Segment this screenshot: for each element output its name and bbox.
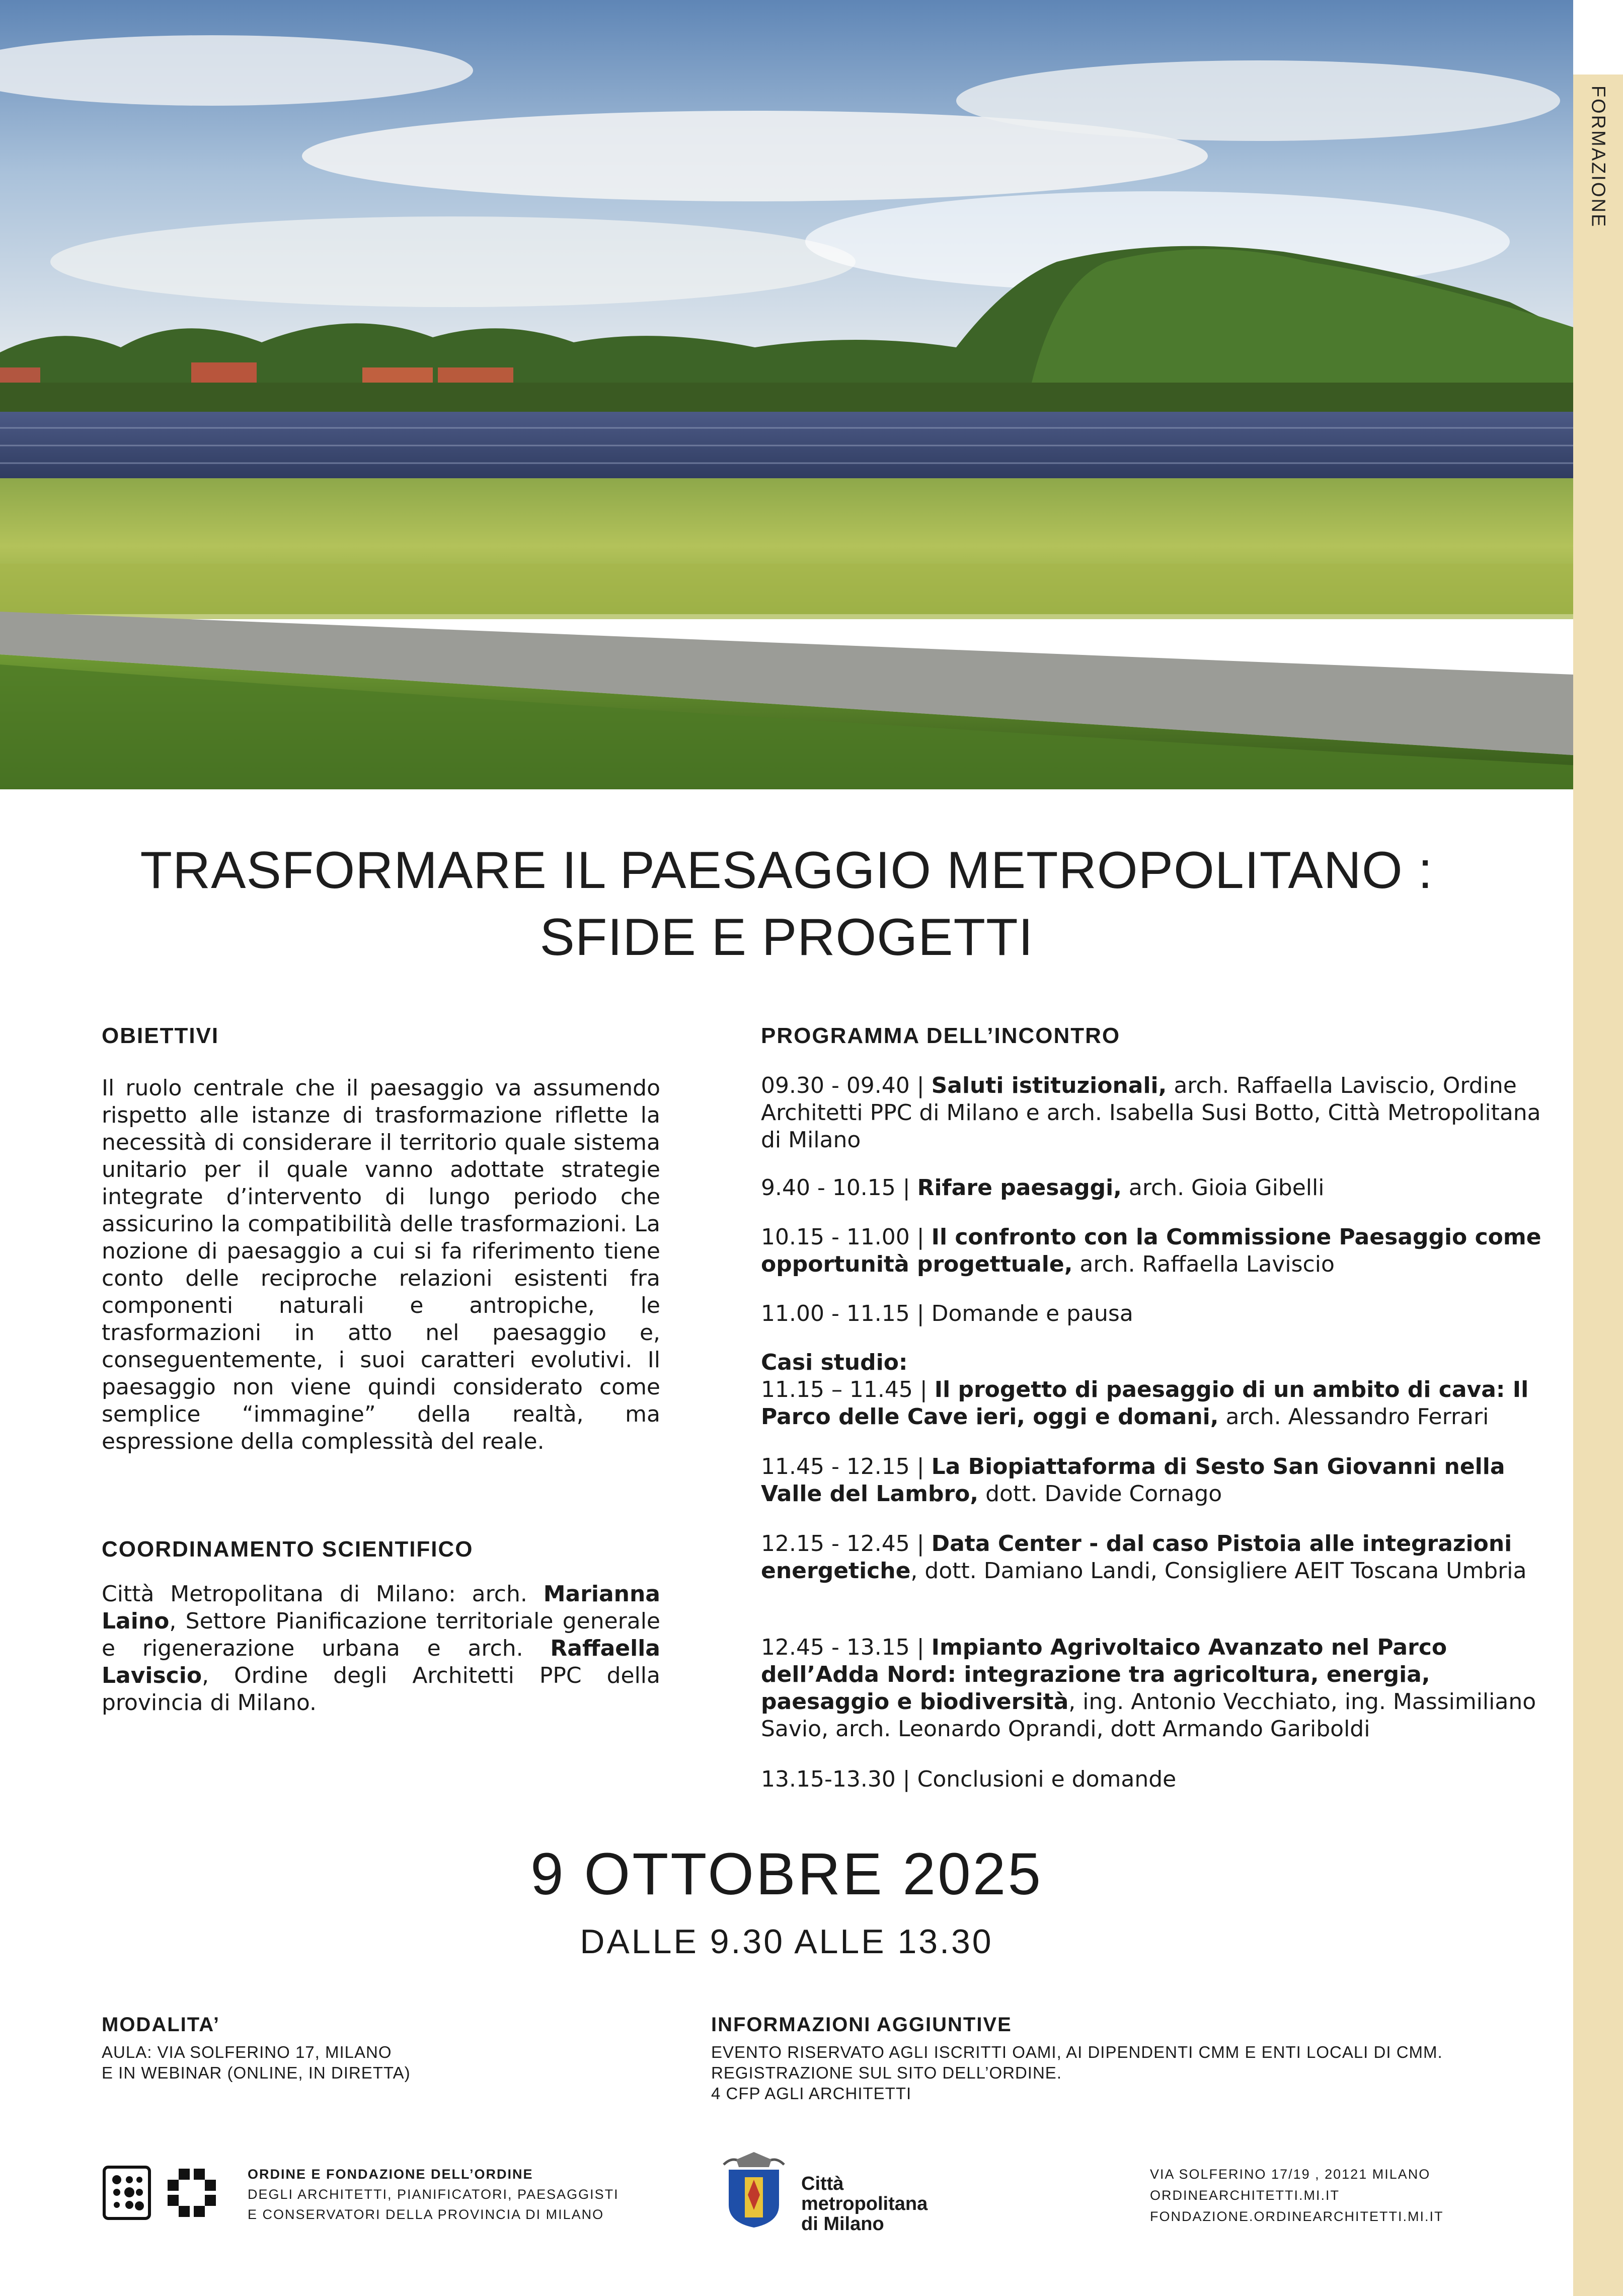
program-time: 10.15 - 11.00 | bbox=[761, 1224, 932, 1250]
program-speakers: , dott. Damiano Landi, Consigliere AEIT Toscana Umbria bbox=[910, 1558, 1527, 1584]
program-item bbox=[761, 1766, 1546, 1793]
page-title-line2: SFIDE E PROGETTI bbox=[539, 908, 1034, 967]
cmm-line2: metropolitana bbox=[801, 2193, 928, 2214]
event-time: DALLE 9.30 ALLE 13.30 bbox=[580, 1922, 993, 1961]
modalita-line1: AULA: VIA SOLFERINO 17, MILANO bbox=[102, 2043, 392, 2061]
sidebar-band bbox=[1573, 75, 1623, 2296]
ordine-title: ORDINE E FONDAZIONE DELL’ORDINE bbox=[248, 2167, 533, 2182]
program-item bbox=[761, 1530, 1546, 1585]
fondazione-website-link[interactable]: FONDAZIONE.ORDINEARCHITETTI.MI.IT bbox=[1150, 2209, 1444, 2224]
program-speakers: Conclusioni e domande bbox=[917, 1766, 1177, 1792]
address-line: VIA SOLFERINO 17/19 , 20121 MILANO bbox=[1150, 2167, 1431, 2182]
program-time: 11.45 - 12.15 | bbox=[761, 1454, 932, 1479]
coordinamento-text-part: Città Metropolitana di Milano: arch. bbox=[102, 1581, 544, 1607]
program-speakers: arch. Alessandro Ferrari bbox=[1218, 1404, 1489, 1430]
program-time: 09.30 - 09.40 | bbox=[761, 1073, 932, 1098]
program-item bbox=[761, 1224, 1546, 1278]
fondazione-logo-icon bbox=[164, 2165, 220, 2221]
landscape-photo bbox=[0, 0, 1573, 789]
program-speakers: arch. Raffaella Laviscio, Ordine Architetti PPC di Milano e arch. Isabella Susi Botto, Città Metropolitana di Milano bbox=[761, 1073, 1541, 1153]
program-item bbox=[761, 1072, 1546, 1154]
info-line2: REGISTRAZIONE SUL SITO DELL’ORDINE. bbox=[711, 2063, 1062, 2082]
ordine-logo-icon bbox=[102, 2165, 152, 2221]
coordinamento-text-part: , Settore Pianificazione territoriale generale e rigenerazione urbana e arch. bbox=[102, 1608, 660, 1661]
modalita-heading: MODALITA’ bbox=[102, 2014, 220, 2036]
modalita-line2: E IN WEBINAR (ONLINE, IN DIRETTA) bbox=[102, 2063, 411, 2082]
program-speakers: Domande e pausa bbox=[931, 1301, 1133, 1326]
program-time: 13.15-13.30 | bbox=[761, 1766, 917, 1792]
program-title: Impianto Agrivoltaico Avanzato nel Parco dell’Adda Nord: integrazione tra agricoltura, energia, paesaggio e biodiversità bbox=[761, 1635, 1447, 1715]
citta-metropolitana-name bbox=[801, 2174, 928, 2234]
program-time: 12.15 - 12.45 | bbox=[761, 1531, 932, 1557]
program-title: La Biopiattaforma di Sesto San Giovanni nella Valle del Lambro, bbox=[761, 1454, 1505, 1507]
coordinamento-text-part: , Ordine degli Architetti PPC della provincia di Milano. bbox=[102, 1663, 660, 1716]
obiettivi-heading: OBIETTIVI bbox=[102, 1023, 219, 1048]
program-speakers: arch. Raffaella Laviscio bbox=[1072, 1251, 1335, 1277]
page-title-line1: TRASFORMARE IL PAESAGGIO METROPOLITANO : bbox=[140, 841, 1433, 900]
program-section-label: Casi studio: bbox=[761, 1350, 908, 1375]
program-time: 11.15 – 11.45 | bbox=[761, 1377, 935, 1402]
cmm-line3: di Milano bbox=[801, 2213, 884, 2235]
coordinamento-heading: COORDINAMENTO SCIENTIFICO bbox=[102, 1537, 474, 1562]
coordinamento-name: Raffaella Laviscio bbox=[102, 1636, 660, 1688]
program-item bbox=[761, 1634, 1546, 1743]
cmm-line1: Città bbox=[801, 2173, 844, 2194]
sidebar-label: FORMAZIONE bbox=[1587, 85, 1609, 229]
program-time: 9.40 - 10.15 | bbox=[761, 1175, 917, 1201]
hero-image bbox=[0, 0, 1573, 789]
program-item bbox=[761, 1349, 1546, 1431]
website-link[interactable]: ORDINEARCHITETTI.MI.IT bbox=[1150, 2188, 1340, 2203]
ordine-line2: E CONSERVATORI DELLA PROVINCIA DI MILANO bbox=[248, 2207, 604, 2222]
citta-metropolitana-crest-icon bbox=[714, 2150, 794, 2230]
program-title: Saluti istituzionali, bbox=[931, 1073, 1167, 1098]
program-title: Data Center - dal caso Pistoia alle integrazioni energetiche bbox=[761, 1531, 1512, 1584]
program-item bbox=[761, 1174, 1546, 1202]
ordine-line1: DEGLI ARCHITETTI, PIANIFICATORI, PAESAGGISTI bbox=[248, 2187, 619, 2202]
program-item bbox=[761, 1453, 1546, 1508]
info-line1: EVENTO RISERVATO AGLI ISCRITTI OAMI, AI DIPENDENTI CMM E ENTI LOCALI DI CMM. bbox=[711, 2043, 1443, 2061]
info-heading: INFORMAZIONI AGGIUNTIVE bbox=[711, 2014, 1012, 2036]
programma-heading: PROGRAMMA DELL’INCONTRO bbox=[761, 1023, 1121, 1048]
coordinamento-text bbox=[102, 1581, 660, 1717]
program-title: Rifare paesaggi, bbox=[917, 1175, 1122, 1201]
coordinamento-name: Marianna Laino bbox=[102, 1581, 660, 1634]
event-date: 9 OTTOBRE 2025 bbox=[530, 1841, 1043, 1907]
info-line3: 4 CFP AGLI ARCHITETTI bbox=[711, 2084, 912, 2103]
program-time: 12.45 - 13.15 | bbox=[761, 1635, 932, 1660]
program-title: Il progetto di paesaggio di un ambito di cava: Il Parco delle Cave ieri, oggi e domani, bbox=[761, 1377, 1529, 1430]
obiettivi-text: Il ruolo centrale che il paesaggio va assumendo rispetto alle istanze di trasformazione riflette la necessità di considerare il territorio quale sistema unitario per il quale vanno adottate strategie integrate d’intervento di lungo periodo che assicurino la compatibilità delle trasformazioni. La nozione di paesaggio a cui si fa riferimento tiene conto delle reciproche relazioni esistenti fra componenti naturali e antropiche, le trasformazioni in atto nel paesaggio e, conseguentemente, i suoi caratteri evolutivi. Il paesaggio non viene quindi considerato come semplice “immagine” della realtà, ma espressione della complessità del reale. bbox=[102, 1075, 660, 1454]
program-speakers: arch. Gioia Gibelli bbox=[1121, 1175, 1325, 1201]
program-title: Il confronto con la Commissione Paesaggio come opportunità progettuale, bbox=[761, 1224, 1541, 1277]
program-time: 11.00 - 11.15 | bbox=[761, 1301, 932, 1326]
program-item bbox=[761, 1300, 1546, 1327]
program-speakers: , ing. Antonio Vecchiato, ing. Massimiliano Savio, arch. Leonardo Oprandi, dott Armando Gariboldi bbox=[761, 1689, 1536, 1742]
program-speakers: dott. Davide Cornago bbox=[978, 1481, 1222, 1507]
